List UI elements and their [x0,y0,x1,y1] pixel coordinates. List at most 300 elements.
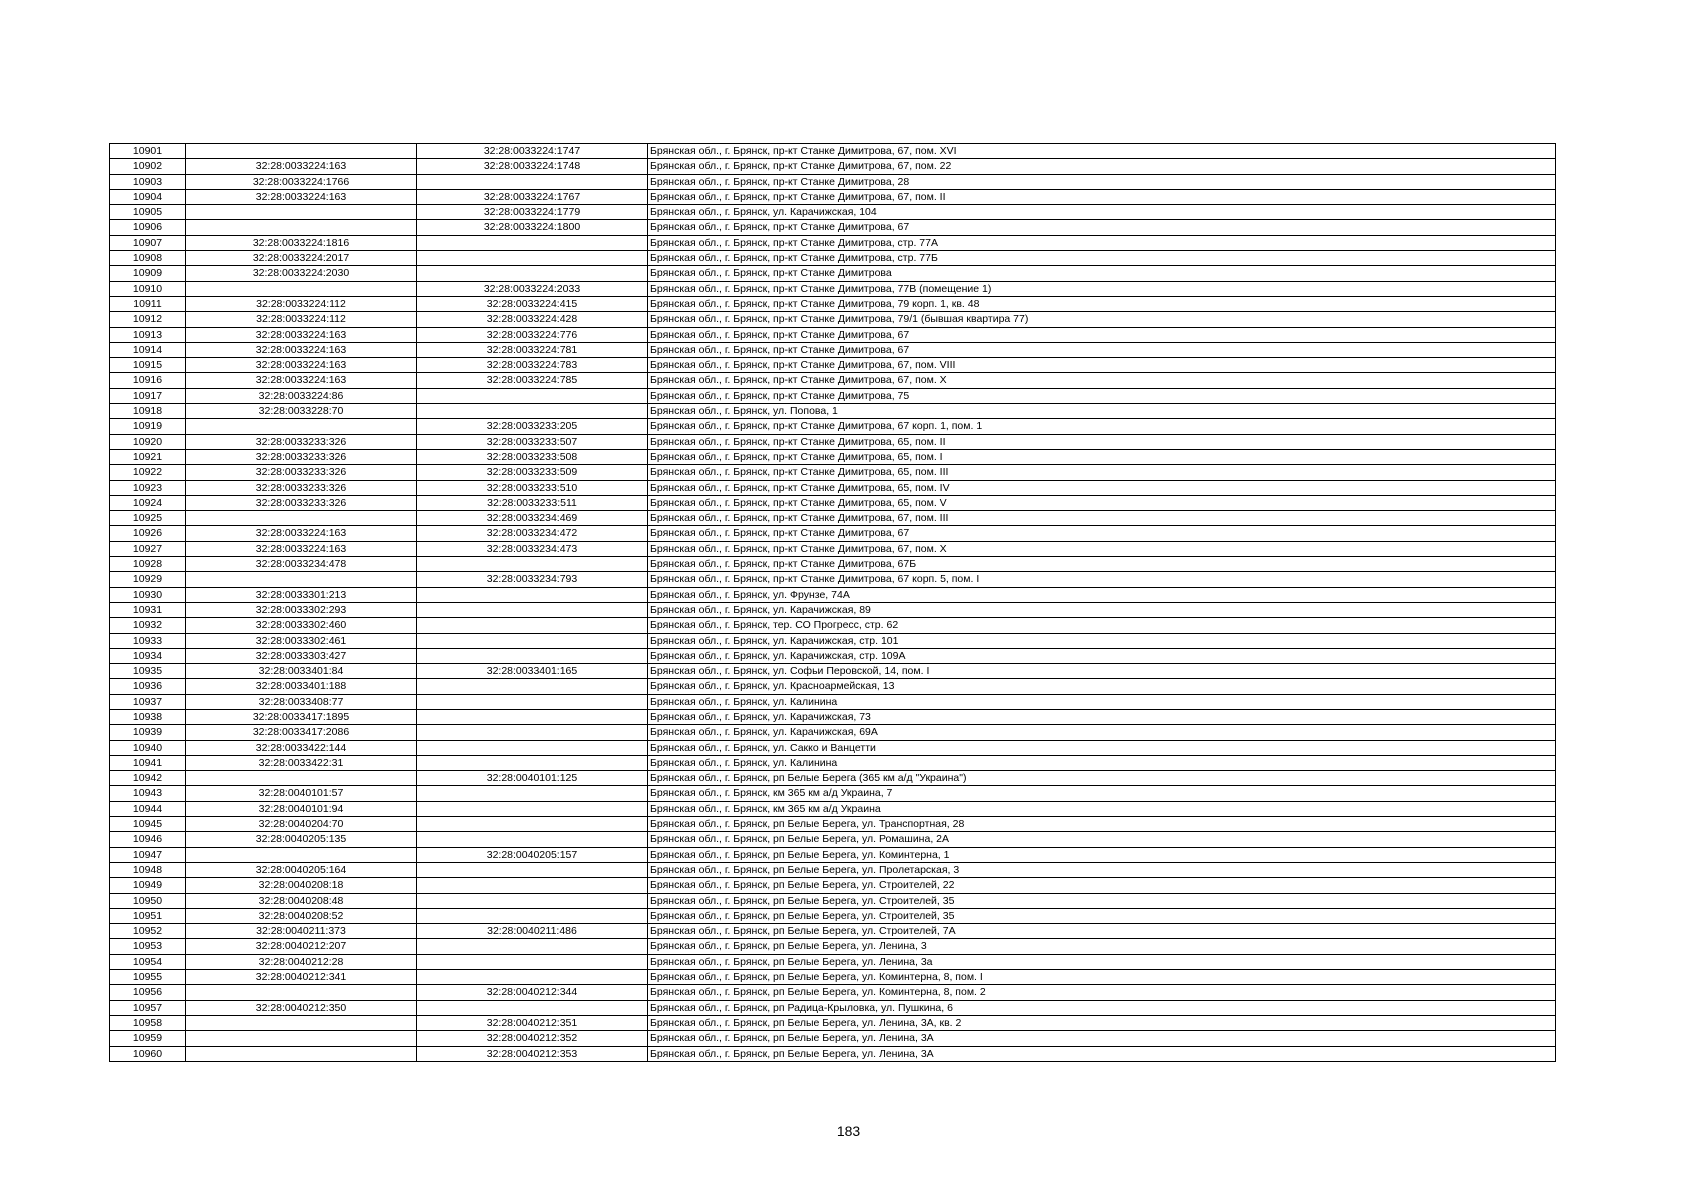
row-number-cell: 10917 [110,388,186,403]
table-row [110,801,1556,816]
row-number-cell: 10944 [110,801,186,816]
row-number-cell: 10959 [110,1031,186,1046]
parent-cadastral-number-cell: 32:28:0033401:188 [186,679,417,694]
address-cell: Брянская обл., г. Брянск, рп Белые Берега, ул. Коминтерна, 8, пом. 2 [648,985,1556,1000]
cadastral-number-cell [417,725,648,740]
parent-cadastral-number-cell: 32:28:0033224:163 [186,541,417,556]
address-cell: Брянская обл., г. Брянск, ул. Карачижская, 104 [648,205,1556,220]
parent-cadastral-number-cell: 32:28:0033224:1816 [186,235,417,250]
parent-cadastral-number-cell: 32:28:0033228:70 [186,404,417,419]
row-number-cell: 10940 [110,740,186,755]
cadastral-number-cell [417,694,648,709]
cadastral-number-cell: 32:28:0033224:1747 [417,144,648,159]
table-row [110,755,1556,770]
cadastral-number-cell: 32:28:0033233:511 [417,495,648,510]
cadastral-number-cell [417,832,648,847]
row-number-cell: 10953 [110,939,186,954]
parent-cadastral-number-cell: 32:28:0040212:350 [186,1000,417,1015]
parent-cadastral-number-cell: 32:28:0033302:460 [186,618,417,633]
cadastral-number-cell: 32:28:0033224:1779 [417,205,648,220]
parent-cadastral-number-cell: 32:28:0033224:163 [186,373,417,388]
cadastral-number-cell: 32:28:0033233:509 [417,465,648,480]
row-number-cell: 10905 [110,205,186,220]
cadastral-number-cell [417,939,648,954]
row-number-cell: 10946 [110,832,186,847]
cadastral-number-cell: 32:28:0033233:205 [417,419,648,434]
row-number-cell: 10951 [110,908,186,923]
row-number-cell: 10934 [110,648,186,663]
parent-cadastral-number-cell: 32:28:0033224:86 [186,388,417,403]
address-cell: Брянская обл., г. Брянск, пр-кт Станке Димитрова, 67, пом. X [648,373,1556,388]
row-number-cell: 10931 [110,602,186,617]
table-row [110,572,1556,587]
address-cell: Брянская обл., г. Брянск, км 365 км а/д Украина, 7 [648,786,1556,801]
row-number-cell: 10952 [110,924,186,939]
row-number-cell: 10911 [110,296,186,311]
cadastral-number-cell: 32:28:0033224:785 [417,373,648,388]
cadastral-number-cell [417,755,648,770]
table-row [110,832,1556,847]
address-cell: Брянская обл., г. Брянск, ул. Красноармейская, 13 [648,679,1556,694]
table-row [110,526,1556,541]
cadastral-number-cell: 32:28:0040212:352 [417,1031,648,1046]
row-number-cell: 10922 [110,465,186,480]
address-cell: Брянская обл., г. Брянск, пр-кт Станке Димитрова, 67 корп. 1, пом. 1 [648,419,1556,434]
table-row [110,220,1556,235]
table-row [110,296,1556,311]
row-number-cell: 10904 [110,189,186,204]
table-row [110,618,1556,633]
table-row [110,266,1556,281]
cadastral-number-cell: 32:28:0040211:486 [417,924,648,939]
cadastral-number-cell [417,648,648,663]
table-row [110,251,1556,266]
cadastral-number-cell [417,817,648,832]
table-row [110,847,1556,862]
row-number-cell: 10926 [110,526,186,541]
address-cell: Брянская обл., г. Брянск, ул. Карачижская, 73 [648,709,1556,724]
parent-cadastral-number-cell: 32:28:0033401:84 [186,664,417,679]
table-row [110,281,1556,296]
cadastral-number-cell [417,862,648,877]
row-number-cell: 10902 [110,159,186,174]
row-number-cell: 10936 [110,679,186,694]
table-row [110,740,1556,755]
address-cell: Брянская обл., г. Брянск, пр-кт Станке Димитрова [648,266,1556,281]
table-row [110,985,1556,1000]
table-row [110,434,1556,449]
page-number: 183 [836,1123,861,1139]
address-cell: Брянская обл., г. Брянск, ул. Попова, 1 [648,404,1556,419]
row-number-cell: 10949 [110,878,186,893]
cadastral-number-cell: 32:28:0033224:2033 [417,281,648,296]
table-row [110,786,1556,801]
address-cell: Брянская обл., г. Брянск, ул. Калинина [648,755,1556,770]
parent-cadastral-number-cell: 32:28:0040205:135 [186,832,417,847]
row-number-cell: 10941 [110,755,186,770]
parent-cadastral-number-cell: 32:28:0033417:2086 [186,725,417,740]
table-row [110,189,1556,204]
registry-table [109,143,1556,1062]
cadastral-number-cell [417,970,648,985]
address-cell: Брянская обл., г. Брянск, рп Белые Берега, ул. Ленина, 3а [648,954,1556,969]
address-cell: Брянская обл., г. Брянск, пр-кт Станке Димитрова, 67, пом. VIII [648,358,1556,373]
table-row [110,694,1556,709]
address-cell: Брянская обл., г. Брянск, пр-кт Станке Димитрова, 67 корп. 5, пом. I [648,572,1556,587]
row-number-cell: 10938 [110,709,186,724]
address-cell: Брянская обл., г. Брянск, рп Белые Берега, ул. Строителей, 35 [648,908,1556,923]
table-row [110,419,1556,434]
table-row [110,358,1556,373]
cadastral-number-cell [417,878,648,893]
row-number-cell: 10947 [110,847,186,862]
address-cell: Брянская обл., г. Брянск, пр-кт Станке Димитрова, 75 [648,388,1556,403]
parent-cadastral-number-cell [186,511,417,526]
table-row [110,709,1556,724]
table-row [110,648,1556,663]
cadastral-number-cell [417,908,648,923]
address-cell: Брянская обл., г. Брянск, пр-кт Станке Димитрова, 67, пом. X [648,541,1556,556]
row-number-cell: 10903 [110,174,186,189]
address-cell: Брянская обл., г. Брянск, пр-кт Станке Димитрова, 65, пом. I [648,449,1556,464]
cadastral-number-cell [417,633,648,648]
row-number-cell: 10912 [110,312,186,327]
table-row [110,373,1556,388]
address-cell: Брянская обл., г. Брянск, пр-кт Станке Димитрова, 67 [648,327,1556,342]
parent-cadastral-number-cell: 32:28:0033224:163 [186,327,417,342]
address-cell: Брянская обл., г. Брянск, рп Белые Берега, ул. Ленина, 3 [648,939,1556,954]
parent-cadastral-number-cell: 32:28:0033224:163 [186,358,417,373]
table-row [110,235,1556,250]
address-cell: Брянская обл., г. Брянск, рп Белые Берега, ул. Строителей, 7А [648,924,1556,939]
row-number-cell: 10920 [110,434,186,449]
row-number-cell: 10927 [110,541,186,556]
table-row [110,480,1556,495]
address-cell: Брянская обл., г. Брянск, ул. Карачижская, 89 [648,602,1556,617]
table-row [110,312,1556,327]
cadastral-number-cell [417,602,648,617]
parent-cadastral-number-cell: 32:28:0033224:2030 [186,266,417,281]
row-number-cell: 10955 [110,970,186,985]
cadastral-number-cell: 32:28:0033224:415 [417,296,648,311]
cadastral-number-cell: 32:28:0040205:157 [417,847,648,862]
parent-cadastral-number-cell: 32:28:0033302:461 [186,633,417,648]
table-row [110,404,1556,419]
row-number-cell: 10948 [110,862,186,877]
parent-cadastral-number-cell [186,1015,417,1030]
row-number-cell: 10918 [110,404,186,419]
parent-cadastral-number-cell [186,847,417,862]
row-number-cell: 10914 [110,342,186,357]
parent-cadastral-number-cell: 32:28:0033303:427 [186,648,417,663]
address-cell: Брянская обл., г. Брянск, пр-кт Станке Димитрова, 67 [648,220,1556,235]
table-row [110,817,1556,832]
parent-cadastral-number-cell: 32:28:0033233:326 [186,449,417,464]
cadastral-number-cell: 32:28:0033233:508 [417,449,648,464]
parent-cadastral-number-cell [186,205,417,220]
table-row [110,587,1556,602]
parent-cadastral-number-cell: 32:28:0033224:163 [186,189,417,204]
parent-cadastral-number-cell: 32:28:0040212:341 [186,970,417,985]
row-number-cell: 10906 [110,220,186,235]
row-number-cell: 10945 [110,817,186,832]
row-number-cell: 10930 [110,587,186,602]
cadastral-number-cell: 32:28:0033234:469 [417,511,648,526]
parent-cadastral-number-cell [186,1046,417,1061]
table-row [110,602,1556,617]
cadastral-number-cell [417,235,648,250]
cadastral-number-cell: 32:28:0033233:507 [417,434,648,449]
row-number-cell: 10950 [110,893,186,908]
parent-cadastral-number-cell [186,220,417,235]
address-cell: Брянская обл., г. Брянск, ул. Карачижская, 69А [648,725,1556,740]
table-row [110,893,1556,908]
parent-cadastral-number-cell: 32:28:0033422:144 [186,740,417,755]
parent-cadastral-number-cell: 32:28:0033301:213 [186,587,417,602]
address-cell: Брянская обл., г. Брянск, рп Белые Берега, ул. Строителей, 22 [648,878,1556,893]
cadastral-number-cell [417,404,648,419]
row-number-cell: 10919 [110,419,186,434]
parent-cadastral-number-cell: 32:28:0040208:48 [186,893,417,908]
cadastral-number-cell [417,709,648,724]
table-row [110,449,1556,464]
cadastral-number-cell [417,618,648,633]
cadastral-number-cell: 32:28:0033224:1748 [417,159,648,174]
parent-cadastral-number-cell: 32:28:0033224:2017 [186,251,417,266]
address-cell: Брянская обл., г. Брянск, пр-кт Станке Димитрова, стр. 77Б [648,251,1556,266]
row-number-cell: 10916 [110,373,186,388]
parent-cadastral-number-cell: 32:28:0040205:164 [186,862,417,877]
parent-cadastral-number-cell: 32:28:0040212:207 [186,939,417,954]
cadastral-number-cell: 32:28:0033224:781 [417,342,648,357]
table-row [110,970,1556,985]
address-cell: Брянская обл., г. Брянск, рп Белые Берега (365 км а/д "Украина") [648,771,1556,786]
table-row [110,633,1556,648]
table-row [110,924,1556,939]
row-number-cell: 10923 [110,480,186,495]
cadastral-number-cell [417,266,648,281]
table-row [110,174,1556,189]
parent-cadastral-number-cell: 32:28:0033224:112 [186,296,417,311]
table-row [110,465,1556,480]
row-number-cell: 10907 [110,235,186,250]
parent-cadastral-number-cell [186,985,417,1000]
parent-cadastral-number-cell [186,281,417,296]
parent-cadastral-number-cell [186,419,417,434]
parent-cadastral-number-cell: 32:28:0033417:1895 [186,709,417,724]
table-row [110,388,1556,403]
parent-cadastral-number-cell: 32:28:0033233:326 [186,480,417,495]
parent-cadastral-number-cell: 32:28:0033224:163 [186,342,417,357]
table-row [110,205,1556,220]
table-row [110,679,1556,694]
cadastral-number-cell: 32:28:0033401:165 [417,664,648,679]
cadastral-number-cell [417,388,648,403]
table-row [110,342,1556,357]
row-number-cell: 10909 [110,266,186,281]
table-row [110,1046,1556,1061]
cadastral-number-cell: 32:28:0033224:1767 [417,189,648,204]
address-cell: Брянская обл., г. Брянск, рп Белые Берега, ул. Коминтерна, 1 [648,847,1556,862]
parent-cadastral-number-cell: 32:28:0033302:293 [186,602,417,617]
table-row [110,1015,1556,1030]
address-cell: Брянская обл., г. Брянск, ул. Калинина [648,694,1556,709]
parent-cadastral-number-cell: 32:28:0033233:326 [186,465,417,480]
row-number-cell: 10908 [110,251,186,266]
table-row [110,511,1556,526]
row-number-cell: 10956 [110,985,186,1000]
cadastral-number-cell [417,174,648,189]
parent-cadastral-number-cell: 32:28:0033234:478 [186,557,417,572]
address-cell: Брянская обл., г. Брянск, пр-кт Станке Димитрова, 67, пом. 22 [648,159,1556,174]
table-row [110,495,1556,510]
cadastral-number-cell: 32:28:0033234:472 [417,526,648,541]
table-row [110,908,1556,923]
address-cell: Брянская обл., г. Брянск, ул. Фрунзе, 74А [648,587,1556,602]
address-cell: Брянская обл., г. Брянск, рп Радица-Крыловка, ул. Пушкина, 6 [648,1000,1556,1015]
cadastral-number-cell [417,557,648,572]
table-row [110,1000,1556,1015]
parent-cadastral-number-cell: 32:28:0040208:52 [186,908,417,923]
parent-cadastral-number-cell: 32:28:0040101:57 [186,786,417,801]
address-cell: Брянская обл., г. Брянск, пр-кт Станке Димитрова, 79/1 (бывшая квартира 77) [648,312,1556,327]
address-cell: Брянская обл., г. Брянск, рп Белые Берега, ул. Транспортная, 28 [648,817,1556,832]
row-number-cell: 10954 [110,954,186,969]
parent-cadastral-number-cell: 32:28:0033233:326 [186,495,417,510]
row-number-cell: 10957 [110,1000,186,1015]
address-cell: Брянская обл., г. Брянск, ул. Карачижская, стр. 109А [648,648,1556,663]
parent-cadastral-number-cell [186,771,417,786]
address-cell: Брянская обл., г. Брянск, ул. Софьи Перовской, 14, пом. I [648,664,1556,679]
cadastral-number-cell [417,954,648,969]
address-cell: Брянская обл., г. Брянск, рп Белые Берега, ул. Ромашина, 2А [648,832,1556,847]
cadastral-number-cell [417,786,648,801]
table-row [110,862,1556,877]
table-row [110,954,1556,969]
parent-cadastral-number-cell: 32:28:0040212:28 [186,954,417,969]
address-cell: Брянская обл., г. Брянск, ул. Карачижская, стр. 101 [648,633,1556,648]
row-number-cell: 10901 [110,144,186,159]
table-row [110,878,1556,893]
row-number-cell: 10921 [110,449,186,464]
table-body [110,144,1556,1062]
parent-cadastral-number-cell [186,572,417,587]
cadastral-number-cell: 32:28:0033233:510 [417,480,648,495]
address-cell: Брянская обл., г. Брянск, ул. Сакко и Ванцетти [648,740,1556,755]
address-cell: Брянская обл., г. Брянск, рп Белые Берега, ул. Пролетарская, 3 [648,862,1556,877]
cadastral-number-cell: 32:28:0040212:353 [417,1046,648,1061]
parent-cadastral-number-cell: 32:28:0040101:94 [186,801,417,816]
row-number-cell: 10910 [110,281,186,296]
table-row [110,664,1556,679]
table-row [110,557,1556,572]
address-cell: Брянская обл., г. Брянск, пр-кт Станке Димитрова, 67, пом. XVI [648,144,1556,159]
table-row [110,1031,1556,1046]
cadastral-number-cell: 32:28:0040212:344 [417,985,648,1000]
row-number-cell: 10933 [110,633,186,648]
table-row [110,159,1556,174]
row-number-cell: 10958 [110,1015,186,1030]
cadastral-number-cell [417,893,648,908]
address-cell: Брянская обл., г. Брянск, пр-кт Станке Димитрова, 65, пом. II [648,434,1556,449]
table-row [110,144,1556,159]
address-cell: Брянская обл., г. Брянск, пр-кт Станке Димитрова, 67 [648,526,1556,541]
row-number-cell: 10924 [110,495,186,510]
cadastral-number-cell: 32:28:0033224:428 [417,312,648,327]
address-cell: Брянская обл., г. Брянск, пр-кт Станке Димитрова, 79 корп. 1, кв. 48 [648,296,1556,311]
address-cell: Брянская обл., г. Брянск, пр-кт Станке Димитрова, 67, пом. III [648,511,1556,526]
cadastral-number-cell: 32:28:0033224:776 [417,327,648,342]
row-number-cell: 10932 [110,618,186,633]
cadastral-number-cell: 32:28:0033234:473 [417,541,648,556]
cadastral-number-cell [417,1000,648,1015]
cadastral-number-cell [417,587,648,602]
parent-cadastral-number-cell: 32:28:0040204:70 [186,817,417,832]
cadastral-number-cell: 32:28:0040101:125 [417,771,648,786]
row-number-cell: 10929 [110,572,186,587]
address-cell: Брянская обл., г. Брянск, км 365 км а/д Украина [648,801,1556,816]
parent-cadastral-number-cell: 32:28:0033422:31 [186,755,417,770]
row-number-cell: 10925 [110,511,186,526]
cadastral-number-cell [417,801,648,816]
cadastral-number-cell [417,740,648,755]
address-cell: Брянская обл., г. Брянск, рп Белые Берега, ул. Ленина, 3А [648,1046,1556,1061]
cadastral-number-cell: 32:28:0040212:351 [417,1015,648,1030]
row-number-cell: 10939 [110,725,186,740]
cadastral-number-cell [417,679,648,694]
parent-cadastral-number-cell: 32:28:0033233:326 [186,434,417,449]
parent-cadastral-number-cell: 32:28:0033224:163 [186,159,417,174]
row-number-cell: 10928 [110,557,186,572]
table-row [110,541,1556,556]
address-cell: Брянская обл., г. Брянск, пр-кт Станке Димитрова, 65, пом. V [648,495,1556,510]
cadastral-number-cell: 32:28:0033224:1800 [417,220,648,235]
table-row [110,939,1556,954]
address-cell: Брянская обл., г. Брянск, рп Белые Берега, ул. Ленина, 3А, кв. 2 [648,1015,1556,1030]
row-number-cell: 10960 [110,1046,186,1061]
address-cell: Брянская обл., г. Брянск, пр-кт Станке Димитрова, 65, пом. III [648,465,1556,480]
row-number-cell: 10935 [110,664,186,679]
row-number-cell: 10943 [110,786,186,801]
row-number-cell: 10937 [110,694,186,709]
address-cell: Брянская обл., г. Брянск, рп Белые Берега, ул. Строителей, 35 [648,893,1556,908]
parent-cadastral-number-cell: 32:28:0033224:163 [186,526,417,541]
row-number-cell: 10915 [110,358,186,373]
address-cell: Брянская обл., г. Брянск, пр-кт Станке Димитрова, стр. 77А [648,235,1556,250]
parent-cadastral-number-cell [186,144,417,159]
address-cell: Брянская обл., г. Брянск, тер. СО Прогресс, стр. 62 [648,618,1556,633]
cadastral-number-cell: 32:28:0033234:793 [417,572,648,587]
address-cell: Брянская обл., г. Брянск, пр-кт Станке Димитрова, 28 [648,174,1556,189]
parent-cadastral-number-cell: 32:28:0033224:1766 [186,174,417,189]
address-cell: Брянская обл., г. Брянск, пр-кт Станке Димитрова, 67, пом. II [648,189,1556,204]
cadastral-number-cell [417,251,648,266]
row-number-cell: 10913 [110,327,186,342]
parent-cadastral-number-cell: 32:28:0033224:112 [186,312,417,327]
table-row [110,771,1556,786]
parent-cadastral-number-cell [186,1031,417,1046]
parent-cadastral-number-cell: 32:28:0040211:373 [186,924,417,939]
row-number-cell: 10942 [110,771,186,786]
cadastral-number-cell: 32:28:0033224:783 [417,358,648,373]
address-cell: Брянская обл., г. Брянск, рп Белые Берега, ул. Ленина, 3А [648,1031,1556,1046]
address-cell: Брянская обл., г. Брянск, пр-кт Станке Димитрова, 67Б [648,557,1556,572]
address-cell: Брянская обл., г. Брянск, пр-кт Станке Димитрова, 67 [648,342,1556,357]
table-row [110,327,1556,342]
address-cell: Брянская обл., г. Брянск, пр-кт Станке Димитрова, 77В (помещение 1) [648,281,1556,296]
address-cell: Брянская обл., г. Брянск, пр-кт Станке Димитрова, 65, пом. IV [648,480,1556,495]
parent-cadastral-number-cell: 32:28:0040208:18 [186,878,417,893]
